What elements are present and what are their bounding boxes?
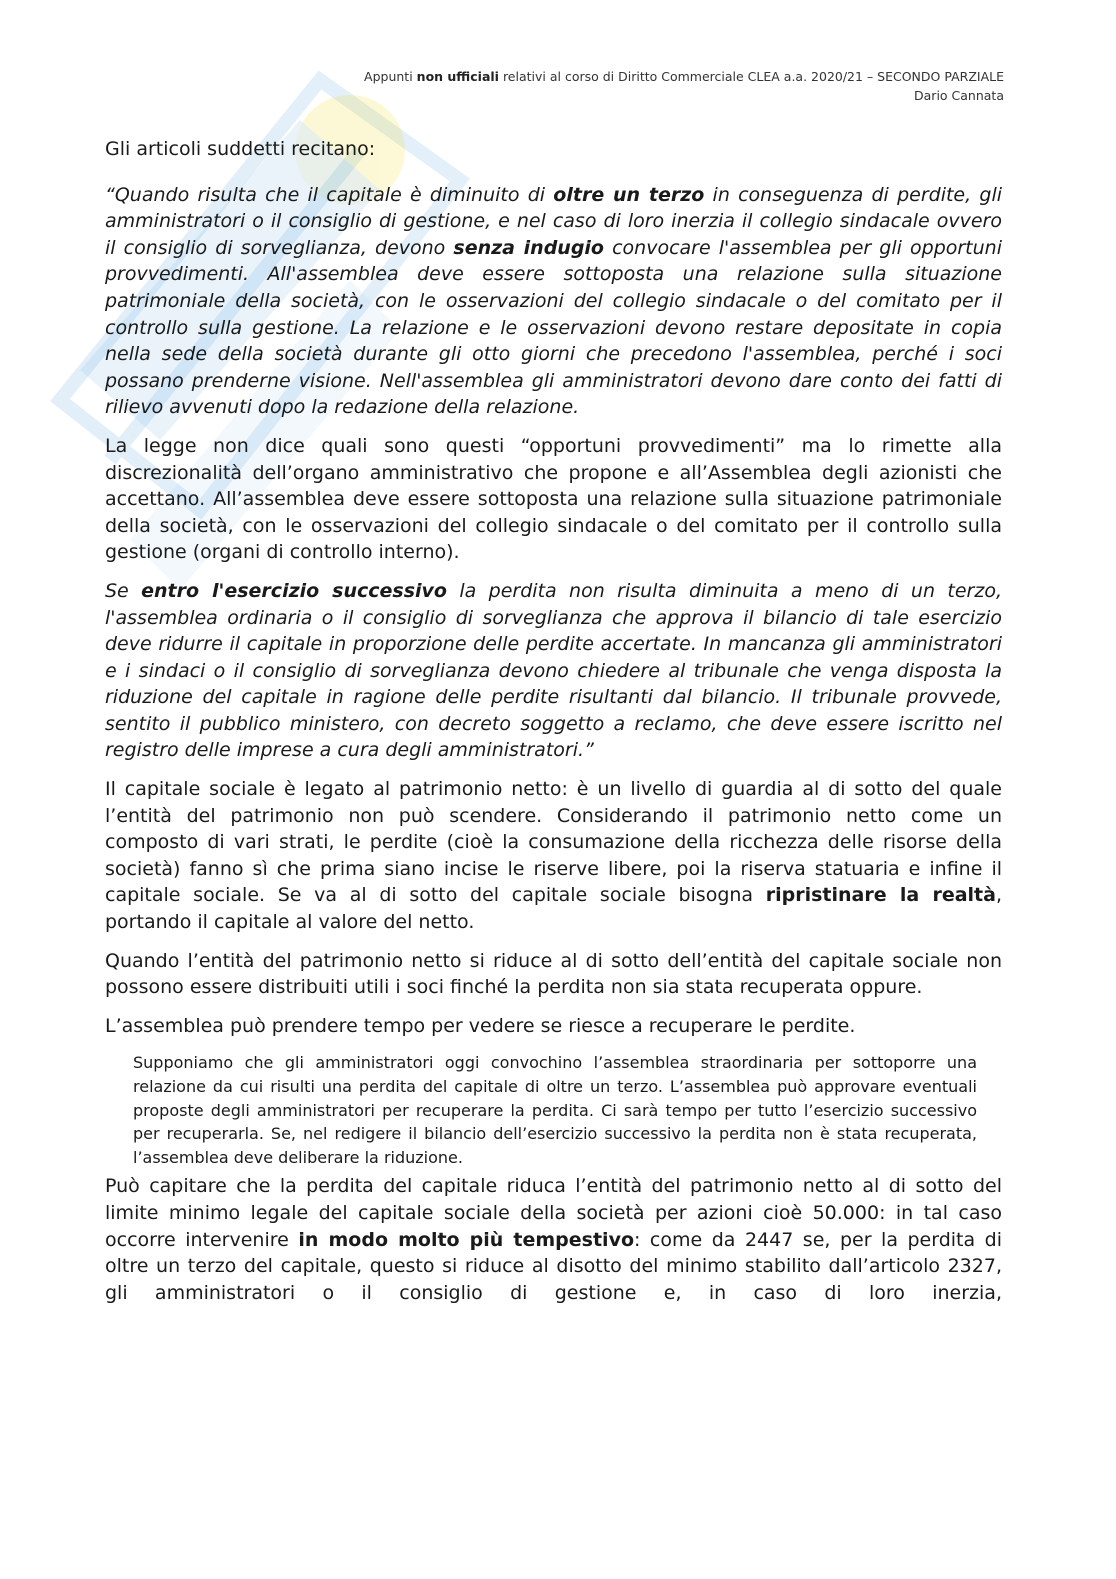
header-author: Dario Cannata — [914, 88, 1004, 103]
intro-paragraph: Gli articoli suddetti recitano: — [105, 138, 376, 160]
header-course-line — [364, 67, 1004, 86]
para2-text-1: Il capitale sociale è legato al patrimonio netto: è un livello di guardia al di sotto del quale l’entità del patrimonio non può scendere. Considerando il patrimonio netto come un composto di vari strati, le perdite (cioè la consumazione della ricchezza delle risorse della società) fanno sì che prima siano incise le riserve libere, poi la riserva statuaria e infine il capitale sociale. Se va al di sotto del capitale sociale bisogna — [105, 778, 1002, 907]
document-body — [105, 136, 1002, 1318]
quote-article-2446-second — [105, 578, 1002, 764]
quote2-text-2: la perdita non risulta diminuita a meno di un terzo, l'assemblea ordinaria o il consiglio di sorveglianza che approva il bilancio di tale esercizio deve ridurre il capitale in proporzione delle perdite accertate. In mancanza gli amministratori e i sindaci o il consiglio di sorveglianza devono chiedere al tribunale che venga disposta la riduzione del capitale in ragione delle perdite risultanti dal bilancio. Il tribunale provvede, sentito il pubblico ministero, con decreto soggetto a reclamo, che deve essere iscritto nel registro delle imprese a cura degli amministratori.” — [105, 579, 1002, 762]
paragraph-assemblea-tempo: L’assemblea può prendere tempo per vedere se riesce a recuperare le perdite. — [105, 1014, 856, 1037]
quote2-bold-1: entro l'esercizio successivo — [141, 579, 447, 602]
quote1-text-2: in conseguenza di perdite, gli amministratori o il consiglio di gestione, e nel caso di loro inerzia il collegio sindacale ovvero il consiglio di sorveglianza, devono — [105, 183, 1002, 259]
para5-text-2: : come da 2447 se, per la perdita di oltre un terzo del capitale, questo si riduce al disotto del minimo stabilito dall’articolo 2327, gli amministratori o il consiglio di gestione e, in caso di loro inerzia, — [105, 1228, 1002, 1304]
page-header — [364, 67, 1004, 105]
para2-text-2: , portando il capitale al valore del netto. — [105, 884, 1002, 934]
header-bold-note: non ufficiali — [416, 69, 499, 84]
quote-article-2446-first — [105, 182, 1002, 421]
quote1-text-3: convocare l'assemblea per gli opportuni provvedimenti. All'assemblea deve essere sottoposta una relazione sulla situazione patrimoniale della società, con le osservazioni del collegio sindacale o del comitato per il controllo sulla gestione. La relazione e le osservazioni devono restare depositate in copia nella sede della società durante gli otto giorni che precedono l'assemblea, perché i soci possano prenderne visione. Nell'assemblea gli amministratori devono dare conto dei fatti di rilievo avvenuti dopo la redazione della relazione. — [105, 236, 1002, 419]
quote1-bold-2: senza indugio — [453, 236, 604, 259]
example-paragraph: Supponiamo che gli amministratori oggi convochino l’assemblea straordinaria per sottoporre una relazione da cui risulti una perdita del capitale di oltre un terzo. L’assemblea può approvare eventuali proposte degli amministratori per recuperare la perdita. Ci sarà tempo per tutto l’esercizio successivo per recuperarla. Se, nel redigere il bilancio dell’esercizio successivo la perdita non è stata recuperata, l’assemblea deve deliberare la riduzione. — [133, 1053, 977, 1167]
paragraph-provvedimenti: La legge non dice quali sono questi “opportuni provvedimenti” ma lo rimette alla discrezionalità dell’organo amministrativo che propone e all’Assemblea degli azionisti che accettano. All’assemblea deve essere sottoposta una relazione sulla situazione patrimoniale della società, con le osservazioni del collegio sindacale o del comitato per il controllo sulla gestione (organi di controllo interno). — [105, 434, 1002, 564]
quote1-text-1: Quando risulta che il capitale è diminuito di — [114, 183, 554, 206]
para5-text-1: Può capitare che la perdita del capitale riduca l’entità del patrimonio netto al di sotto del limite minimo legale del capitale sociale della società per azioni cioè 50.000: in tal caso occorre intervenire — [105, 1175, 1002, 1251]
paragraph-limite-minimo — [105, 1173, 1002, 1306]
header-prefix: Appunti — [364, 69, 413, 84]
header-course-info: relativi al corso di Diritto Commerciale CLEA a.a. 2020/21 – SECONDO PARZIALE — [502, 69, 1004, 84]
quote-open-mark: “ — [105, 183, 115, 206]
para2-bold-1: ripristinare la realtà — [765, 884, 996, 907]
para5-bold-1: in modo molto più tempestivo — [298, 1228, 635, 1251]
paragraph-utili: Quando l’entità del patrimonio netto si riduce al di sotto dell’entità del capitale sociale non possono essere distribuiti utili i soci finché la perdita non sia stata recuperata oppure. — [105, 949, 1002, 999]
paragraph-capitale-sociale — [105, 776, 1002, 936]
quote2-text-1: Se — [105, 579, 142, 602]
quote1-bold-1: oltre un terzo — [553, 183, 705, 206]
